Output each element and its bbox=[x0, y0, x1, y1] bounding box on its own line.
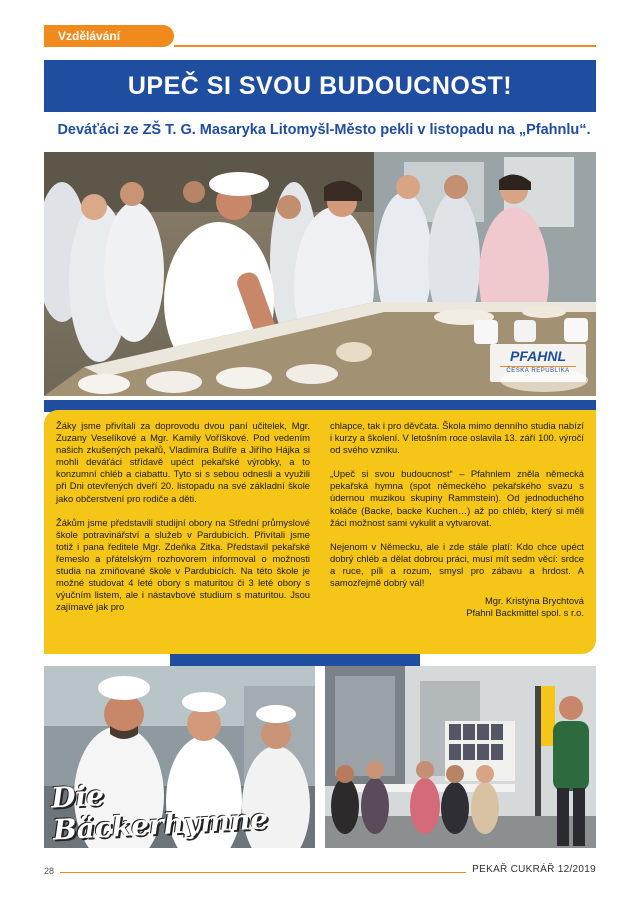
article-subtitle: Deváťáci ze ZŠ T. G. Masaryka Litomyšl-Město pekli v listopadu na „Pfahnlu“. bbox=[57, 122, 591, 138]
presentation-photo bbox=[325, 666, 596, 848]
author-company: Pfahnl Backmittel spol. s r.o. bbox=[466, 607, 584, 619]
pfahnl-logo bbox=[490, 344, 586, 382]
article-paragraph: „Upeč si svou budoucnost“ – Pfahnlem zněla německá pekařská hymna (spot německého pekařského svazu s údernou muzikou skupiny Rammstein). Od jednoduchého koláče (Backe, backe Kuchen…) až po chléb, který si měli žáci možnost sami vykulit a vytvarovat. bbox=[330, 468, 584, 528]
article-column-right bbox=[330, 420, 584, 619]
divider-bar-middle bbox=[170, 654, 420, 666]
article-paragraph: chlapce, tak i pro děvčata. Škola mimo denního studia nabízí i kurzy a školení. V letošním roce oslavila 13. září 100. výročí od svého vzniku. bbox=[330, 420, 584, 456]
article-paragraph: Žáky jsme přivítali za doprovodu dvou paní učitelek, Mgr. Zuzany Veselíkové a Mgr. Kamily Voříškové. Pod vedením našich zkušených pekařů, Vladimíra Bulíře a Jiřího Hájka si mohli deváťáci střídavě upéct pekařské výrobky, a to konzumní chléb a ciabattu. Tyto si s sebou odnesli a využili při Dni otevřených dveří 20. listopadu na své základní škole jako občerstvení pro rodiče a děti. bbox=[56, 420, 310, 504]
article-column-left bbox=[56, 420, 310, 625]
bakery-workshop-photo bbox=[44, 152, 596, 396]
baecker-hymne-caption: Die Bäckerhymne bbox=[50, 778, 269, 847]
section-label: Vzdělávání bbox=[44, 25, 174, 47]
article-paragraph: Nejenom v Německu, ale i zde stále platí: Kdo chce upéct dobrý chléb a dělat dobrou práci, musí mít sedm věcí: srdce a ruce, píli a rozum, smysl pro zábavu a hrdost. A samozřejmě dobrý vál! bbox=[330, 540, 584, 589]
article-paragraph: Žákům jsme představili studijní obory na Střední průmyslové škole potravinářství a služeb v Pardubicích. Přivítali jsme totiž i pana ředitele Mgr. Zdeňka Zitka. Představil pekařské řemeslo a přátelským rozhovorem informoval o možnosti studia na zmiňované škole v Pardubicích. Na této škole je možné studovat 4 leté obory s maturitou či 3 leté obory s výučním listem, ale i nástavbové studium s maturitou. Jsou zajímavé jak pro bbox=[56, 516, 310, 613]
author-name: Mgr. Kristýna Brychtová bbox=[485, 595, 584, 607]
article-text-box bbox=[44, 410, 596, 654]
article-headline: UPEČ SI SVOU BUDOUCNOST! bbox=[44, 60, 596, 112]
baecker-hymne-photo bbox=[44, 666, 315, 848]
pfahnl-logo-country: ČESKÁ REPUBLIKA bbox=[500, 366, 576, 376]
page-number: 28 bbox=[44, 866, 60, 876]
pfahnl-logo-name: PFAHNL bbox=[510, 348, 566, 364]
magazine-issue: PEKAŘ CUKRÁŘ 12/2019 bbox=[466, 864, 596, 875]
section-rule bbox=[174, 45, 596, 47]
